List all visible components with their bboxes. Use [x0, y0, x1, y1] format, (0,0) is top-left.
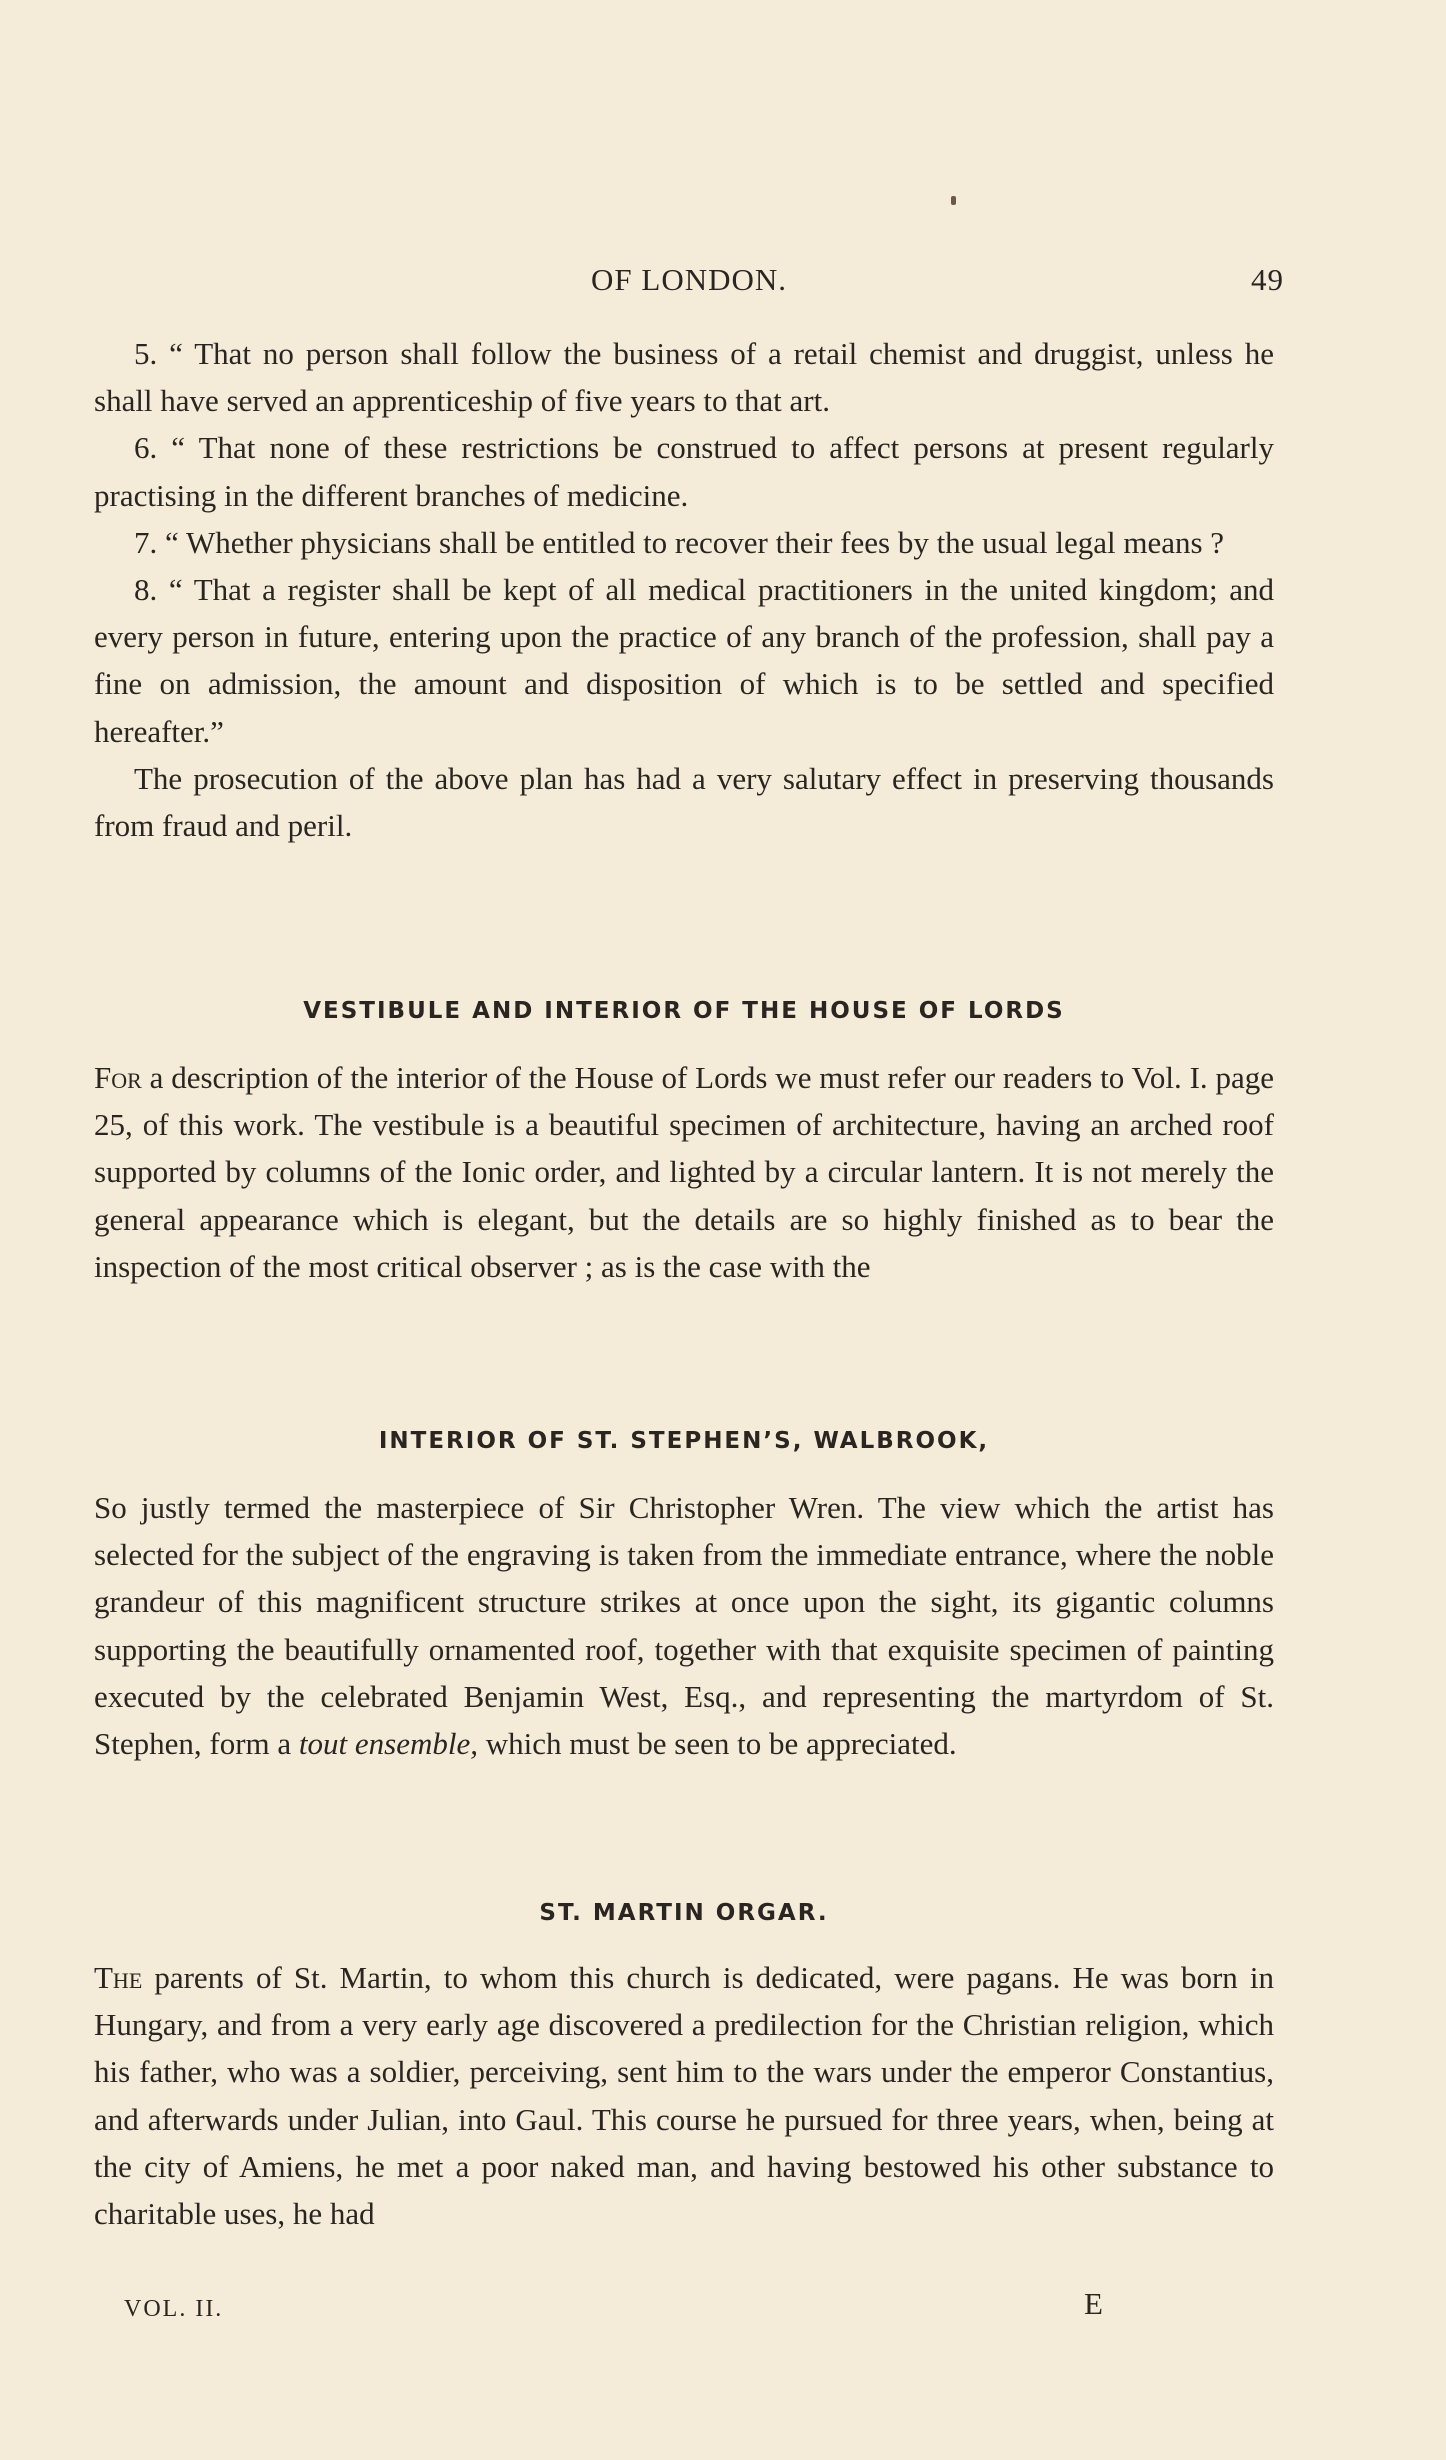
heading-st-stephens: INTERIOR OF ST. STEPHEN’S, WALBROOK, — [378, 1428, 990, 1454]
section-house-of-lords — [94, 1054, 1274, 1290]
running-title: OF LONDON. — [591, 262, 787, 297]
resolution-8: 8. “ That a register shall be kept of all medical practitioners in the united kingdom; and every person in future, entering upon the practice of any branch of the profession, shall pay a fine on admission, the amount and disposition of which is to be settled and specified hereafter.” — [94, 572, 1274, 749]
page-footer — [124, 2286, 1124, 2336]
st-stephens-paragraph — [94, 1484, 1274, 1767]
resolution-6: 6. “ That none of these restrictions be construed to affect persons at present regularly practising in the different branches of medicine. — [94, 430, 1274, 513]
resolution-7: 7. “ Whether physicians shall be entitled to recover their fees by the usual legal means ? — [134, 524, 1225, 560]
heading-house-of-lords: VESTIBULE AND INTERIOR OF THE HOUSE OF LORDS — [303, 998, 1065, 1024]
ink-speck — [951, 196, 956, 205]
signature-mark: E — [1084, 2286, 1105, 2321]
closing-paragraph: The prosecution of the above plan has had a very salutary effect in preserving thousands from fraud and peril. — [94, 760, 1274, 844]
emphasis-text: tout ensemble, — [298, 1726, 478, 1762]
house-of-lords-paragraph — [94, 1054, 1274, 1290]
lead-word: The — [94, 1960, 143, 1995]
paragraph-end: which must be seen to be appreciated. — [477, 1726, 957, 1762]
section-st-stephens — [94, 1484, 1274, 1767]
st-martin-paragraph — [94, 1954, 1274, 2237]
heading-st-martin: ST. MARTIN ORGAR. — [539, 1900, 829, 1926]
paragraph-body: a description of the interior of the House of Lords we must refer our readers to Vol. I. page 25, of this work. The vestibule is a beautiful specimen of architecture, having an arched roof supported by columns of the Ionic order, and lighted by a circular lantern. It is not merely the general appearance which is elegant, but the details are so highly finished as to bear the inspection of the most critical observer ; as is the case with the — [94, 1060, 1274, 1284]
volume-mark: VOL. II. — [124, 2296, 224, 2322]
resolution-5: 5. “ That no person shall follow the business of a retail chemist and druggist, unless he shall have served an apprenticeship of five years to that art. — [94, 336, 1274, 419]
paragraph-body: So justly termed the masterpiece of Sir Christopher Wren. The view which the artist has selected for the subject of the engraving is taken from the immediate entrance, where the noble grandeur of this magnificent structure strikes at once upon the sight, its gigantic columns supporting the beautifully ornamented roof, together with that exquisite specimen of painting executed by the celebrated Benjamin West, Esq., and representing the martyrdom of St. Stephen, form a — [94, 1490, 1274, 1762]
page-number: 49 — [1251, 262, 1284, 297]
paragraph-body: parents of St. Martin, to whom this church is dedicated, were pagans. He was born in Hungary, and from a very early age discovered a predilection for the Christian religion, which his father, who was a soldier, perceiving, sent him to the wars under the emperor Constantius, and afterwards under Julian, into Gaul. This course he pursued for three years, when, being at the city of Amiens, he met a poor naked man, and having bestowed his other substance to charitable uses, he had — [94, 1960, 1274, 2232]
section-st-martin — [94, 1954, 1274, 2237]
section-resolutions — [94, 330, 1274, 849]
lead-word: For — [94, 1060, 142, 1095]
running-header — [94, 262, 1284, 302]
